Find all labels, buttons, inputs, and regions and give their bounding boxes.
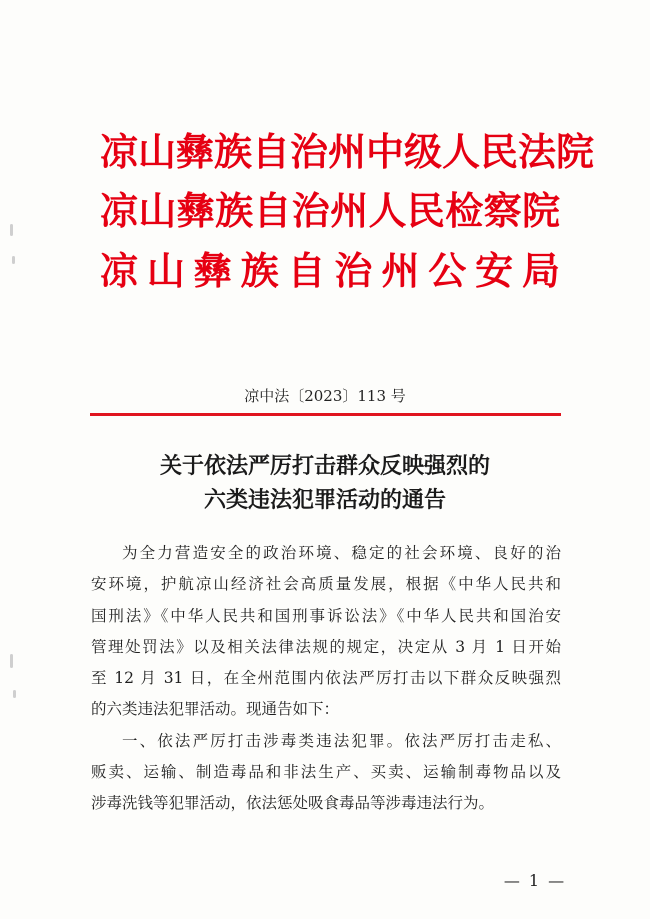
document-number: 凉中法〔2023〕113 号 xyxy=(244,387,406,405)
issuer-court: 凉山彝族自治州中级人民法院 xyxy=(100,130,595,174)
issuer-procuratorate: 凉山彝族自治州人民检察院 xyxy=(100,189,560,233)
body-line: 一、依法严厉打击涉毒类违法犯罪。依法严厉打击走私、 xyxy=(122,731,561,750)
page-number: — 1 — xyxy=(503,871,567,890)
body-line: 贩卖、运输、制造毒品和非法生产、买卖、运输制毒物品以及 xyxy=(91,763,561,782)
body-line: 的六类违法犯罪活动。现通告如下： xyxy=(91,700,340,719)
body-line: 至 12 月 31 日，在全州范围内依法严厉打击以下群众反映强烈 xyxy=(91,669,561,688)
binding-hole-mark xyxy=(13,690,16,698)
notice-title-line-1: 关于依法严厉打击群众反映强烈的 xyxy=(159,453,490,479)
notice-title-line-2: 六类违法犯罪活动的通告 xyxy=(203,487,446,513)
issuer-public-security-bureau: 凉山彝族自治州公安局 xyxy=(100,249,560,293)
binding-hole-mark xyxy=(12,256,15,264)
body-line: 安环境，护航凉山经济社会高质量发展，根据《中华人民共和 xyxy=(91,575,561,594)
binding-hole-mark xyxy=(10,654,13,668)
body-line: 涉毒洗钱等犯罪活动，依法惩处吸食毒品等涉毒违法行为。 xyxy=(91,794,495,813)
body-line: 国刑法》《中华人民共和国刑事诉讼法》《中华人民共和国治安 xyxy=(91,606,561,625)
red-divider-line xyxy=(90,413,561,416)
notice-body xyxy=(91,538,561,820)
body-line: 为全力营造安全的政治环境、稳定的社会环境、良好的治 xyxy=(122,544,561,562)
binding-hole-mark xyxy=(10,224,13,236)
body-line: 管理处罚法》以及相关法律法规的规定，决定从 3 月 1 日开始 xyxy=(91,637,561,656)
